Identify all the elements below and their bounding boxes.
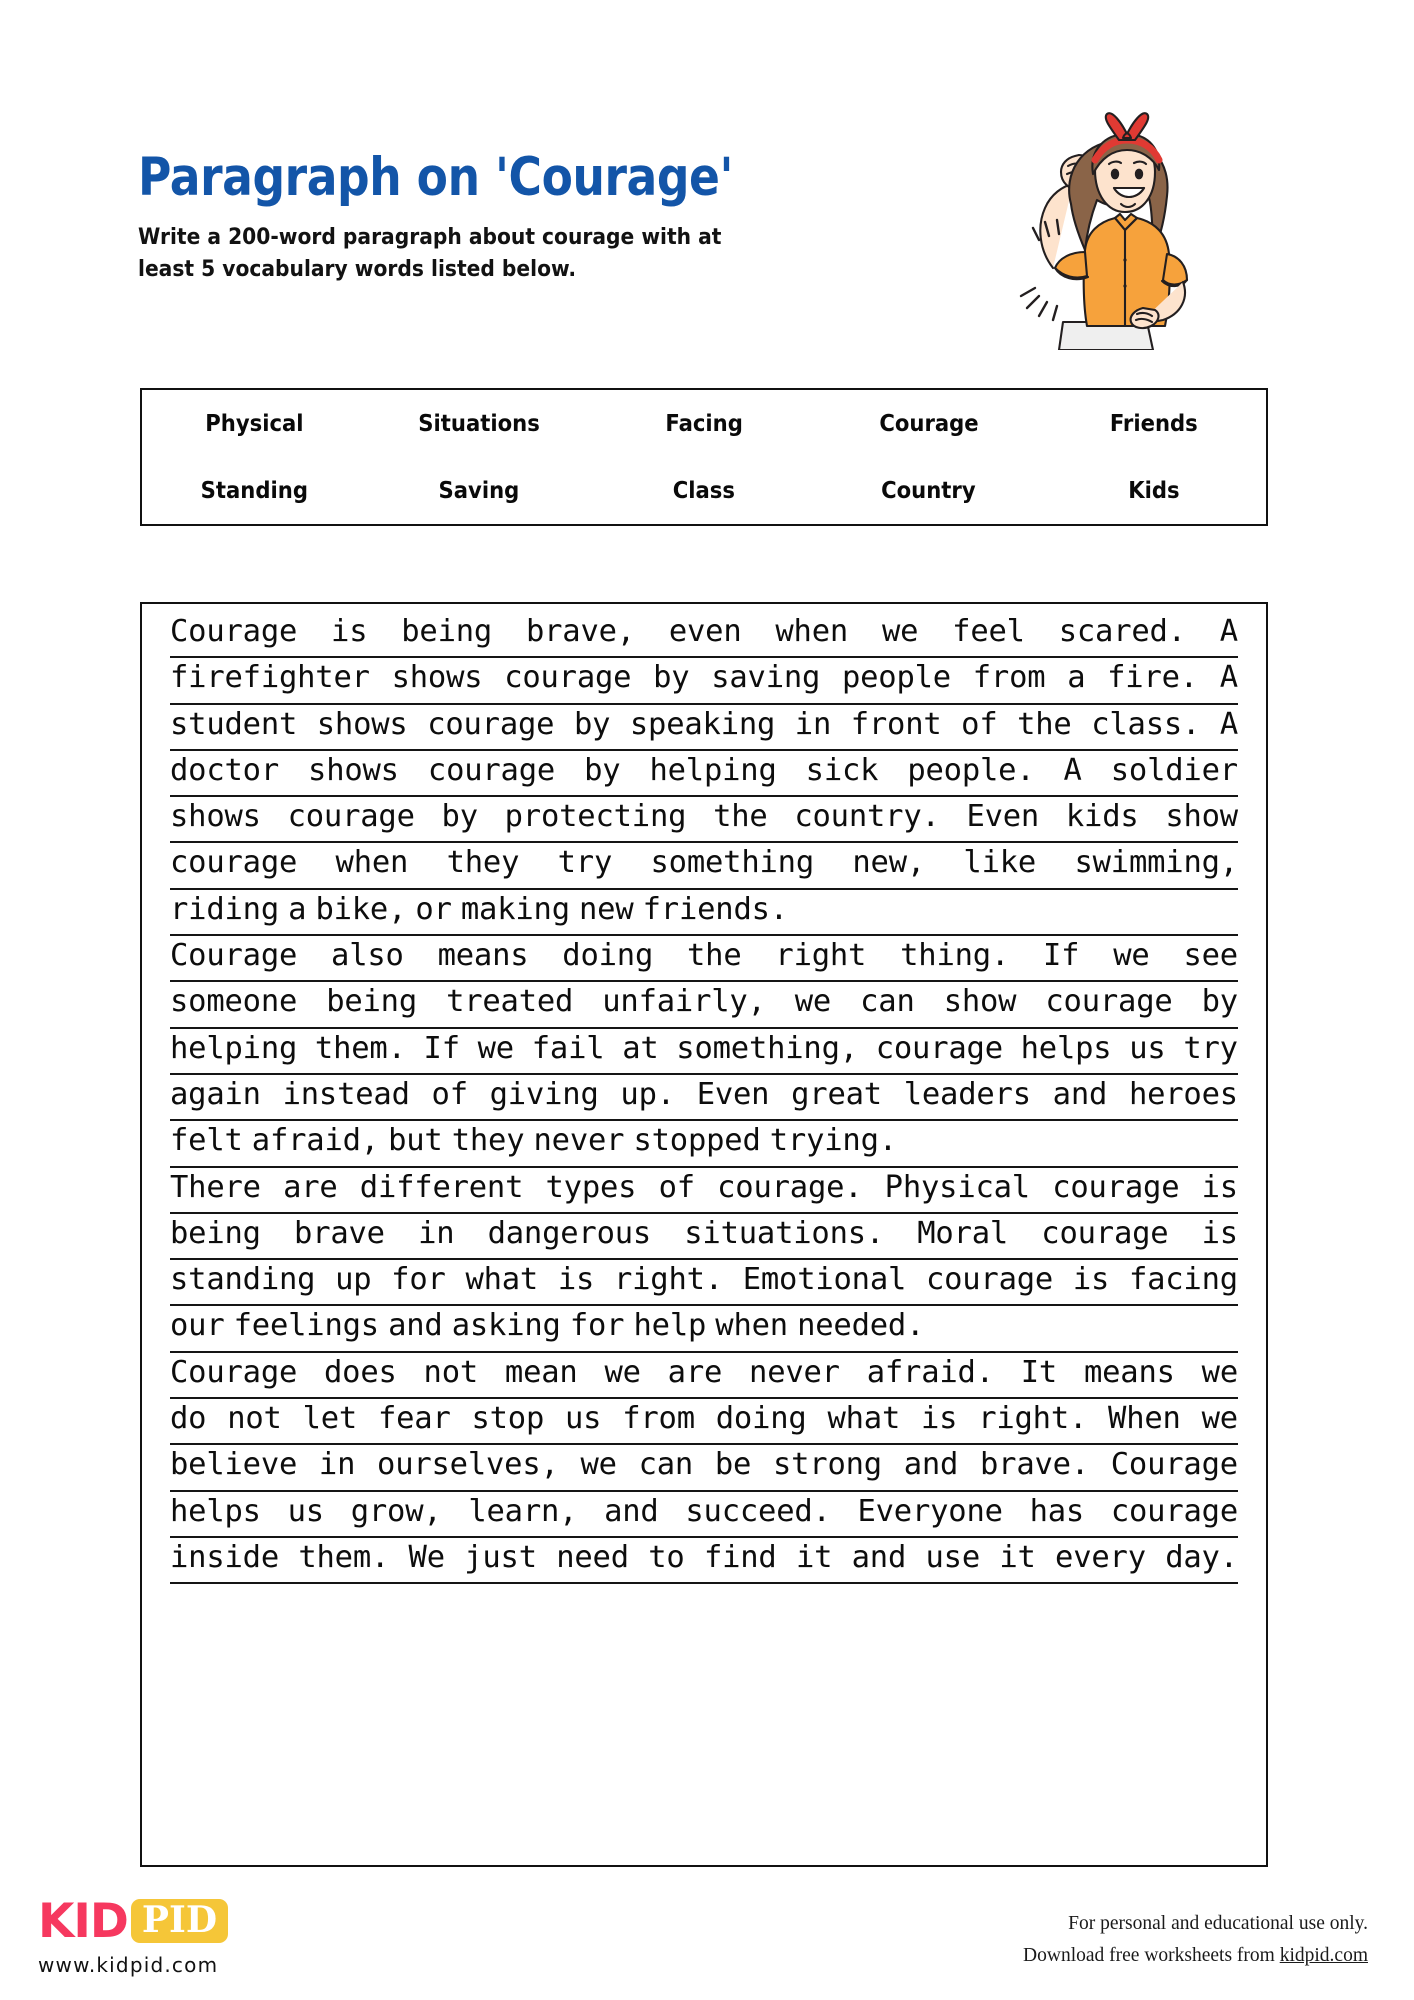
written-word: If <box>1043 938 1080 974</box>
written-word: doctor <box>170 752 279 788</box>
written-word: Courage <box>170 614 298 649</box>
written-word: inside <box>170 1539 279 1575</box>
written-word: help <box>633 1308 707 1344</box>
written-line <box>170 936 1238 982</box>
written-word: Even <box>966 799 1040 835</box>
written-word: people <box>841 660 951 696</box>
written-word: Courage <box>170 938 298 974</box>
written-word: can <box>860 984 915 1020</box>
written-word: sick <box>805 752 879 788</box>
written-word: scared. <box>1058 614 1186 649</box>
written-word: thing. <box>900 938 1010 974</box>
written-word: of <box>431 1076 468 1112</box>
written-word: student <box>170 706 298 742</box>
written-word: it <box>999 1539 1036 1575</box>
written-line <box>170 1029 1238 1075</box>
written-word: Courage <box>170 1354 298 1390</box>
written-word: never <box>533 1123 625 1159</box>
written-line <box>170 1168 1238 1214</box>
written-word: fire. <box>1107 660 1198 696</box>
written-word: succeed. <box>685 1493 831 1529</box>
kidpid-logo[interactable] <box>38 1895 368 1977</box>
written-word: show <box>1165 799 1238 835</box>
written-word: A <box>1063 752 1082 788</box>
written-word: like <box>963 845 1037 881</box>
written-paragraph <box>170 612 1238 1584</box>
written-line <box>170 1445 1238 1491</box>
written-word: something <box>650 845 814 881</box>
written-word: shows <box>391 660 483 696</box>
footer-attribution <box>1023 1908 1368 1971</box>
written-word: doing <box>715 1401 807 1437</box>
written-word: they <box>446 845 520 881</box>
written-word: When <box>1108 1401 1181 1437</box>
written-word: day. <box>1165 1539 1238 1575</box>
written-word: up. <box>620 1076 675 1112</box>
written-word: grow, <box>350 1493 442 1529</box>
written-word: also <box>331 938 404 974</box>
written-line <box>170 1075 1238 1121</box>
written-word: not <box>227 1401 282 1437</box>
written-line <box>170 797 1238 843</box>
written-word: front <box>850 706 942 742</box>
written-word: by <box>584 752 621 788</box>
written-word: when <box>715 1308 788 1344</box>
vocabulary-word: Kids <box>1127 477 1180 504</box>
written-word: friends. <box>642 891 788 927</box>
written-word: trying. <box>769 1123 897 1159</box>
written-line <box>170 612 1238 658</box>
footer-note-line-1: For personal and educational use only. <box>1068 1913 1368 1934</box>
written-word: brave <box>294 1215 385 1251</box>
written-word: helps <box>170 1493 261 1529</box>
written-word: country. <box>794 799 940 835</box>
written-line <box>170 1353 1238 1399</box>
written-word: we <box>580 1447 617 1483</box>
written-word: Even <box>696 1076 770 1112</box>
written-word: Emotional <box>742 1262 907 1298</box>
written-word: from <box>622 1401 695 1437</box>
written-line <box>170 751 1238 797</box>
written-word: Physical <box>884 1169 1030 1205</box>
written-word: kids <box>1065 799 1139 835</box>
vocabulary-word: Saving <box>438 477 520 504</box>
logo-pid-badge <box>131 1899 228 1943</box>
written-word: courage <box>875 1030 1003 1066</box>
written-word: feel <box>952 614 1025 649</box>
written-word: right <box>775 938 867 974</box>
written-word: try <box>1183 1030 1238 1066</box>
written-word: by <box>1201 984 1238 1020</box>
kidpid-link[interactable]: kidpid.com <box>1279 1944 1368 1966</box>
written-word: A <box>1219 614 1238 649</box>
written-line <box>170 658 1238 704</box>
written-word: to <box>648 1539 685 1575</box>
written-word: courage <box>1052 1169 1180 1205</box>
written-word: Courage <box>1110 1447 1238 1483</box>
written-word: we <box>881 614 919 649</box>
written-word: and <box>604 1493 659 1529</box>
written-word: giving <box>489 1076 599 1112</box>
written-word: by <box>653 660 690 696</box>
woman-flexing-arm-illustration <box>975 100 1200 350</box>
written-word: believe <box>170 1447 298 1483</box>
written-word: asking <box>451 1308 561 1344</box>
written-word: strong <box>772 1447 882 1483</box>
written-word: It <box>1020 1354 1058 1390</box>
written-word: means <box>437 938 529 974</box>
written-word: and <box>851 1539 907 1575</box>
written-word: is <box>557 1262 595 1298</box>
written-word: afraid, <box>251 1123 379 1159</box>
written-word: every <box>1055 1539 1146 1575</box>
written-word: stopped <box>633 1123 761 1159</box>
written-word: or <box>415 891 452 927</box>
vocabulary-word: Standing <box>200 477 309 504</box>
written-word: swimming, <box>1074 845 1238 881</box>
written-word: has <box>1029 1493 1085 1529</box>
written-line <box>170 705 1238 751</box>
written-word: find <box>703 1539 777 1575</box>
written-word: afraid. <box>866 1354 994 1390</box>
written-word: when <box>335 845 409 881</box>
written-word: are <box>283 1169 338 1205</box>
written-word: new <box>579 891 634 927</box>
written-word: shows <box>316 706 408 742</box>
vocabulary-grid <box>142 390 1266 524</box>
vocabulary-word: Country <box>881 477 977 504</box>
written-word: There <box>170 1169 261 1205</box>
written-word: we <box>1201 1354 1238 1390</box>
written-word: of <box>961 706 998 742</box>
written-word: A <box>1219 706 1238 742</box>
written-word: saving <box>711 660 821 696</box>
written-word: right. <box>613 1262 723 1298</box>
written-word: courage <box>170 845 298 881</box>
written-word: show <box>943 984 1017 1020</box>
written-word: doing <box>562 938 654 974</box>
written-word: shows <box>170 799 261 835</box>
written-word: and <box>903 1447 959 1483</box>
written-word: we <box>604 1354 641 1390</box>
written-word: in <box>794 706 832 742</box>
written-word: but <box>388 1123 443 1159</box>
written-word: and <box>388 1308 443 1344</box>
written-word: helping <box>170 1030 298 1066</box>
worksheet-header <box>138 147 1038 286</box>
written-word: them. <box>314 1030 406 1066</box>
written-word: just <box>464 1539 537 1575</box>
written-line <box>170 1399 1238 1445</box>
logo-row <box>38 1895 368 1947</box>
written-word: by <box>573 706 611 742</box>
instructions-line-2: least 5 vocabulary words listed below. <box>138 255 577 282</box>
written-word: not <box>423 1354 479 1390</box>
written-word: dangerous <box>487 1215 652 1251</box>
written-word: feelings <box>233 1308 379 1344</box>
written-word: never <box>749 1354 840 1390</box>
written-word: try <box>557 845 613 881</box>
written-word: we <box>794 984 832 1020</box>
written-word: riding <box>170 891 279 927</box>
written-word: need <box>556 1539 629 1575</box>
instructions-line-1: Write a 200-word paragraph about courage with at <box>138 223 722 250</box>
logo-website-url: www.kidpid.com <box>38 1953 219 1977</box>
written-word: needed. <box>797 1308 925 1344</box>
written-word: firefighter <box>170 660 370 696</box>
written-word: courage. <box>717 1169 863 1205</box>
written-word: up <box>335 1262 372 1298</box>
written-word: in <box>318 1447 356 1483</box>
written-word: instead <box>282 1076 410 1112</box>
written-word: fear <box>377 1401 451 1437</box>
written-word: situations. <box>684 1215 885 1251</box>
written-word: for <box>569 1308 625 1344</box>
written-word: see <box>1183 938 1238 974</box>
written-word: them. <box>298 1539 390 1575</box>
written-word: learn, <box>468 1493 578 1529</box>
written-word: unfairly, <box>602 984 766 1020</box>
written-word: leaders <box>903 1076 1031 1112</box>
written-word: stop <box>471 1401 545 1437</box>
written-word: our <box>170 1308 225 1344</box>
written-word: A <box>1219 660 1238 696</box>
written-word: being <box>326 984 418 1020</box>
written-line <box>170 843 1238 889</box>
written-word: again <box>170 1076 261 1112</box>
written-word: is <box>1072 1262 1110 1298</box>
written-word: from <box>972 660 1046 696</box>
written-word: something, <box>676 1030 858 1066</box>
footer-note-prefix: Download free worksheets from <box>1023 1944 1280 1966</box>
written-word: fail <box>531 1030 605 1066</box>
footer-note-line-2 <box>1023 1940 1368 1972</box>
written-word: us <box>287 1493 324 1529</box>
written-word: let <box>302 1401 358 1437</box>
written-word: we <box>477 1030 514 1066</box>
written-word: courage <box>427 706 555 742</box>
written-word: soldier <box>1110 752 1238 788</box>
written-word: by <box>441 799 478 835</box>
written-word: We <box>408 1539 445 1575</box>
written-line <box>170 890 1238 936</box>
written-word: shows <box>308 752 399 788</box>
logo-pid-text: PID <box>141 1899 218 1941</box>
written-word: of <box>658 1169 695 1205</box>
written-word: helps <box>1020 1030 1112 1066</box>
written-word: different <box>359 1169 524 1205</box>
vocabulary-word: Courage <box>879 410 979 437</box>
logo-kid-text: KID <box>38 1893 128 1949</box>
written-word: for <box>391 1262 446 1298</box>
written-line <box>170 1121 1238 1167</box>
written-word: courage <box>287 799 415 835</box>
written-word: right. <box>978 1401 1088 1437</box>
written-word: standing <box>170 1262 316 1298</box>
written-line <box>170 1492 1238 1538</box>
worksheet-instructions <box>138 222 750 286</box>
written-word: protecting <box>504 799 687 835</box>
written-word: use <box>925 1539 980 1575</box>
paragraph-writing-area[interactable] <box>140 602 1268 1867</box>
written-line <box>170 1260 1238 1306</box>
written-word: someone <box>170 984 298 1020</box>
written-word: can <box>638 1447 694 1483</box>
written-word: great <box>791 1076 882 1112</box>
written-word: courage <box>1110 1493 1238 1529</box>
written-word: Everyone <box>857 1493 1003 1529</box>
written-word: courage <box>504 660 632 696</box>
written-word: us <box>565 1401 602 1437</box>
written-word: being <box>170 1215 261 1251</box>
written-line <box>170 1538 1238 1584</box>
written-word: we <box>1113 938 1150 974</box>
written-word: us <box>1129 1030 1166 1066</box>
written-word: types <box>545 1169 637 1205</box>
written-word: helping <box>649 752 777 788</box>
written-word: brave, <box>525 614 635 649</box>
written-word: the <box>713 799 768 835</box>
written-word: making <box>460 891 570 927</box>
written-word: people. <box>907 752 1035 788</box>
written-word: is <box>920 1401 958 1437</box>
written-word: a <box>288 891 307 927</box>
written-word: ourselves, <box>377 1447 559 1483</box>
written-word: Moral <box>917 1215 1009 1251</box>
page-title: Paragraph on 'Courage' <box>138 147 734 208</box>
vocabulary-word-box <box>140 388 1268 526</box>
written-word: in <box>418 1215 455 1251</box>
written-word: what <box>827 1401 901 1437</box>
written-word: means <box>1083 1354 1175 1390</box>
written-word: new, <box>852 845 926 881</box>
written-word: the <box>1017 706 1072 742</box>
written-line <box>170 982 1238 1028</box>
vocabulary-word: Facing <box>665 410 743 437</box>
written-word: does <box>324 1354 397 1390</box>
written-word: a <box>1067 660 1086 696</box>
written-word: we <box>1201 1401 1238 1437</box>
written-word: class. <box>1091 706 1201 742</box>
written-word: If <box>423 1030 460 1066</box>
written-word: and <box>1052 1076 1108 1112</box>
written-word: felt <box>170 1123 243 1159</box>
written-word: courage <box>1045 984 1173 1020</box>
written-word: treated <box>446 984 574 1020</box>
vocabulary-word: Situations <box>418 410 540 437</box>
written-word: when <box>775 614 849 649</box>
written-word: do <box>170 1401 207 1437</box>
written-word: is <box>1201 1169 1238 1205</box>
written-word: courage <box>1041 1215 1169 1251</box>
written-word: at <box>622 1030 659 1066</box>
vocabulary-word: Friends <box>1109 410 1198 437</box>
written-word: be <box>714 1447 752 1483</box>
written-word: even <box>668 614 742 649</box>
written-word: facing <box>1128 1262 1238 1298</box>
written-word: it <box>795 1539 833 1575</box>
written-word: heroes <box>1128 1076 1238 1112</box>
vocabulary-word: Physical <box>205 410 304 437</box>
written-line <box>170 1214 1238 1260</box>
written-word: being <box>401 614 493 649</box>
written-word: is <box>331 614 368 649</box>
written-word: is <box>1201 1215 1238 1251</box>
written-word: what <box>465 1262 539 1298</box>
written-word: courage <box>427 752 556 788</box>
written-word: they <box>451 1123 525 1159</box>
written-word: are <box>667 1354 723 1390</box>
written-line <box>170 1306 1238 1352</box>
written-word: the <box>687 938 742 974</box>
written-word: courage <box>925 1262 1054 1298</box>
vocabulary-word: Class <box>672 477 736 504</box>
written-word: bike, <box>315 891 407 927</box>
written-word: mean <box>504 1354 578 1390</box>
written-word: speaking <box>629 706 776 742</box>
written-word: brave. <box>980 1447 1089 1483</box>
